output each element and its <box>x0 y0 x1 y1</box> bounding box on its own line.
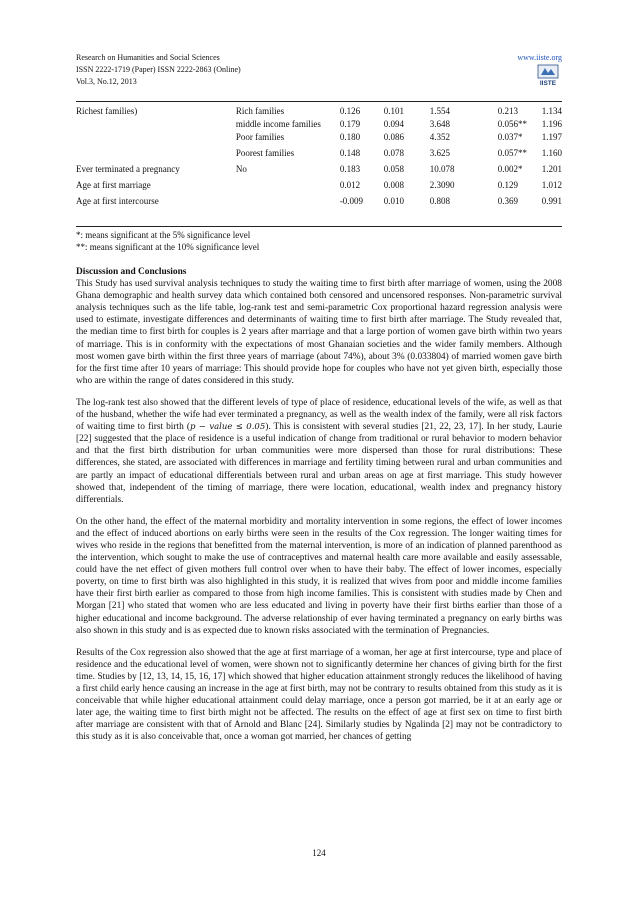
table-cell: 0.086 <box>383 132 405 142</box>
cox-regression-table <box>76 105 562 211</box>
table-cell: 0.213 <box>497 106 518 116</box>
table-cell: 0.808 <box>429 196 450 206</box>
table-cell: Poor families <box>235 132 285 142</box>
page-number: 124 <box>312 848 326 858</box>
table-cell: 0.991 <box>541 196 562 206</box>
paragraph-1: This Study has used survival analysis techniques to study the waiting time to first birth after marriage of women, using the 2008 Ghana demographic and health survey data which contained both censored and uncensored responses. Non-parametric survival analysis techniques such as the life table, log-rank test and semi-parametric Cox proportional hazard regression analysis were used to estimate, investigate differences and determinants of waiting time to first birth after marriage. The Study revealed that, the median time to first birth for couples is 2 years after marriage and that a large portion of women gave birth within two years of marriage. This is in conformity with the expectations of most Ghanaian societies and the wider family members. Although most women gave birth within the first three years of marriage (about 74%), about 3% (0.033804) of married women gave birth for the first time after 10 years of marriage: This should provide hope for couples who have not yet given birth, especially those who are within the range of dates considered in this study. <box>76 279 562 386</box>
p-value-expression: p − value ≤ 0.05 <box>189 422 266 433</box>
table-cell: 0.002* <box>497 164 523 174</box>
table-cell: 0.126 <box>339 106 361 116</box>
table-cell: Age at first marriage <box>76 180 151 190</box>
table-cell: -0.009 <box>339 196 364 206</box>
table-cell: 3.625 <box>429 148 450 158</box>
note-10-percent: **: means significant at the 10% significance level <box>76 242 260 252</box>
table-cell: 0.012 <box>339 180 361 190</box>
table-cell: 0.056** <box>497 119 527 129</box>
table-cell: 3.648 <box>429 119 450 129</box>
table-cell: Poorest families <box>235 148 295 158</box>
table-cell: 0.148 <box>339 148 361 158</box>
journal-website-link[interactable]: www.iiste.org <box>517 53 562 62</box>
table-cell <box>236 195 340 211</box>
journal-issn: ISSN 2222-1719 (Paper) ISSN 2222-2863 (Online) <box>76 65 241 74</box>
table-row <box>76 195 562 211</box>
table-cell: 1.201 <box>541 164 562 174</box>
table-cell <box>76 147 236 163</box>
table-cell: Ever terminated a pregnancy <box>76 164 180 174</box>
table-cell: 1.554 <box>429 106 450 116</box>
discussion-section <box>76 266 562 753</box>
table-cell: 0.058 <box>383 164 405 174</box>
table-cell: Richest families) <box>76 106 138 116</box>
table-cell <box>76 118 236 131</box>
table-cell: No <box>235 164 247 174</box>
table-cell: 0.183 <box>339 164 361 174</box>
journal-name: Research on Humanities and Social Sciences <box>76 53 220 62</box>
table-row <box>76 147 562 163</box>
journal-header <box>76 52 562 88</box>
table-row <box>76 105 562 118</box>
table-cell: 0.057** <box>497 148 527 158</box>
table-bottom-rule <box>76 226 562 227</box>
paragraph-4: Results of the Cox regression also showed that the age at first marriage of a woman, her age at first intercourse, type and place of residence and the educational level of women, were shown not to significantly determine her chances of giving birth for the first time. Studies by [12, 13, 14, 15, 16, 17] which showed that higher education attainment strongly reduces the likelihood of having a first child early hence causing an increase in the age at first birth, may not be contrary to results obtained from this study as it is conceivable that while higher educational attainment could delay marriage, once a person got married, be it at an early age or later age, the waiting time to first birth might not be affected. The results on the effect of age at first sex on time to first birth after marriage are consistent with that of Arnold and Blanc [24]. Similarly studies by Ngalinda [2] may not be contradictory to this study as it is also conceivable that, once a woman got married, her chances of getting <box>76 647 562 743</box>
table-row <box>76 131 562 147</box>
table-cell: middle income families <box>235 119 321 129</box>
table-cell <box>76 131 236 147</box>
table-cell: 1.197 <box>541 132 562 142</box>
header-divider <box>76 101 562 102</box>
table-cell: 0.037* <box>497 132 523 142</box>
table-cell: 1.196 <box>541 119 562 129</box>
table-cell: 2.3090 <box>429 180 455 190</box>
table-cell: 0.094 <box>383 119 405 129</box>
table-row <box>76 163 562 179</box>
table-row <box>76 118 562 131</box>
logo-text: IISTE <box>539 80 557 87</box>
table-cell: 1.160 <box>541 148 562 158</box>
paragraph-3: On the other hand, the effect of the maternal morbidity and mortality intervention in some regions, the effect of lower incomes and the effect of induced abortions on early births were seen in the results of the Cox regression. The longer waiting times for wives who reside in the regions that benefitted from the maternal intervention, is more of an indication of planned parenthood as the intervention, which sought to make the use of contraceptives and maternal health care more available and easily assessable, could have the net effect of given mothers full control over when to have their baby. The effect of lower incomes, especially poverty, on time to first birth was also highlighted in this study, it is realized that wives from poor and middle income families have their first birth earlier as compared to those from high income families. This is consistent with studies made by Chen and Morgan [21] who stated that women who are less educated and living in poverty have their first births earlier than those of a higher educational and income background. The adverse relationship of ever having terminated a pregnancy on early births was also shown in this study and is as expected due to known risks associated with the termination of Pregnancies. <box>76 516 562 636</box>
table-cell: 0.008 <box>383 180 405 190</box>
table-cell <box>236 179 340 195</box>
paragraph-2 <box>76 397 562 506</box>
table-cell: 4.352 <box>429 132 450 142</box>
table-cell: 0.180 <box>339 132 361 142</box>
table-row <box>76 179 562 195</box>
table-cell: 0.369 <box>497 196 518 206</box>
table-cell: 0.078 <box>383 148 405 158</box>
note-5-percent: *: means significant at the 5% significance level <box>76 230 251 240</box>
table-cell: 1.134 <box>541 106 562 116</box>
section-title: Discussion and Conclusions <box>76 267 187 277</box>
paragraph-2-part-a: The log-rank test also showed that the different levels of type of place of residence, educational levels of the wife, as well as that of the husband, whether the wife had ever terminated a pregnancy, as well as the wealth index of the family, were all risk factors of waiting time to first birth ( <box>76 397 562 433</box>
table-cell: 0.010 <box>383 196 405 206</box>
journal-volume: Vol.3, No.12, 2013 <box>76 77 137 86</box>
paragraph-2-part-b: ). This is consistent with several studies [21, 22, 23, 17]. In her study, Laurie [22] suggested that the place of residence is a useful indication of change from traditional or rural behavior to modern behavior and that the first birth distribution for urban communities were more dispersed than those for rural distributions: These differences, she stated, are associated with differences in marriage and fertility timing between rural and urban communities and are partly an impact of educational differentials between rural and urban areas on age at first marriage. This study however showed that, independent of the timing of marriage, there were location, educational, wealth index and pregnancy history differentials. <box>76 422 562 505</box>
table-cell: 0.179 <box>339 119 361 129</box>
table-cell: 0.129 <box>497 180 518 190</box>
table-cell: Age at first intercourse <box>76 196 159 206</box>
table-notes <box>76 229 259 253</box>
iiste-logo-icon <box>536 64 560 88</box>
table-cell: 0.101 <box>383 106 405 116</box>
table-cell: Rich families <box>235 106 285 116</box>
table-cell: 10.078 <box>429 164 455 174</box>
table-cell: 1.012 <box>541 180 562 190</box>
